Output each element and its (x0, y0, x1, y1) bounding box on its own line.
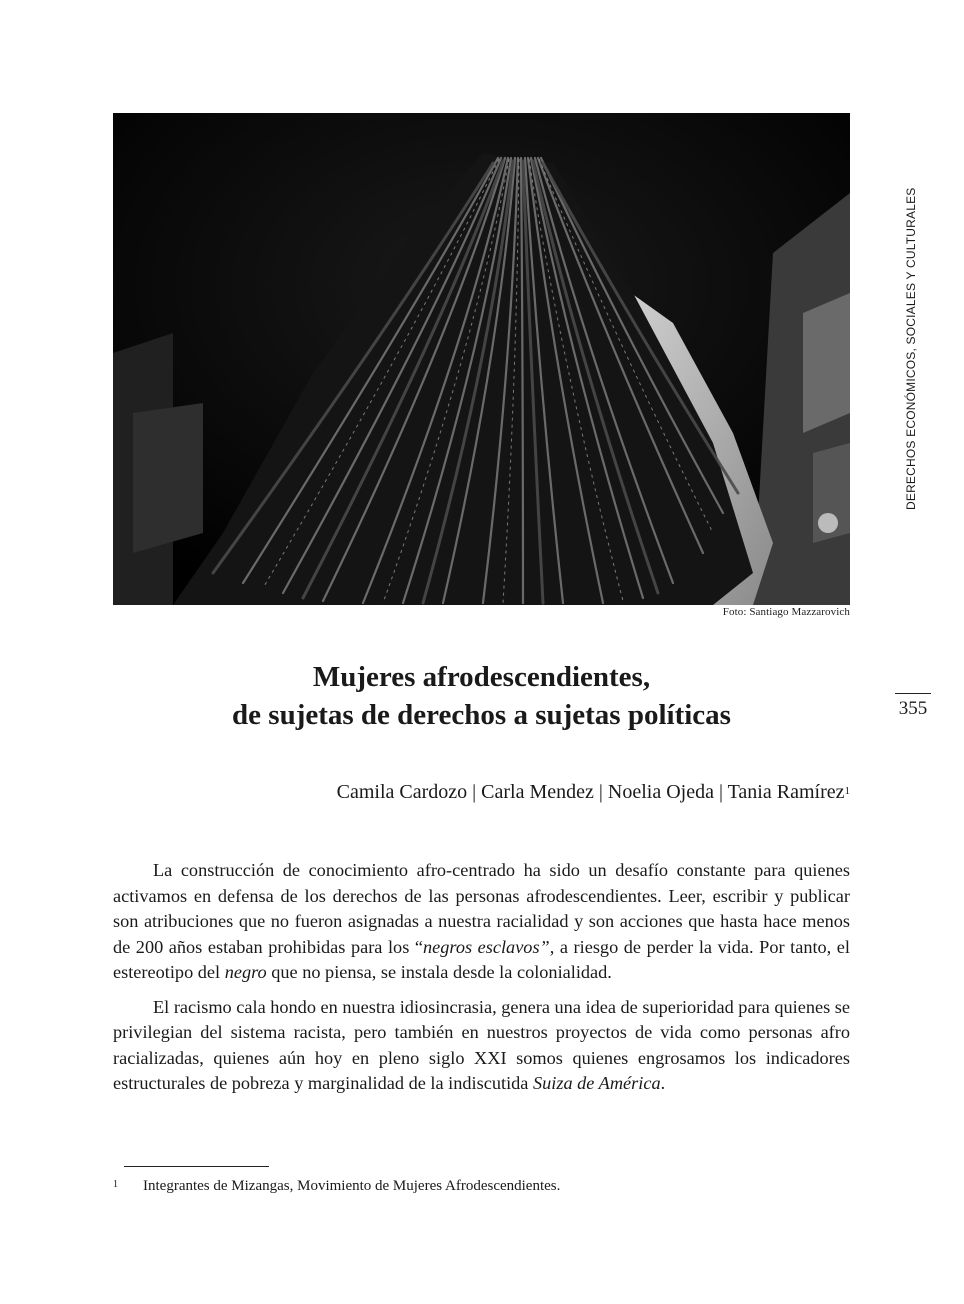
authors-footnote-ref: 1 (844, 785, 850, 797)
authors-names: Camila Cardozo | Carla Mendez | Noelia Ojeda | Tania Ramírez (336, 781, 845, 803)
footnote-text: Integrantes de Mizangas, Movimiento de Mujeres Afrodescendientes. (143, 1178, 561, 1194)
paragraph-1-text-b: , a riesgo de perder la vida. Por tanto, el estereotipo del (113, 936, 850, 982)
paragraph-1-italic-b: negro (224, 962, 267, 982)
article-title-line-1: Mujeres afrodescendientes, (312, 661, 651, 693)
paragraph-1-italic-a: negros esclavos” (422, 936, 550, 957)
page-number-rule (895, 693, 931, 694)
section-running-header: DERECHOS ECONÓMICOS, SOCIALES Y CULTURALES (904, 187, 918, 510)
page-number: 355 (898, 698, 928, 719)
braids-photo-illustration (113, 113, 850, 605)
paragraph-2-italic-a: Suiza de América (532, 1073, 661, 1093)
paragraph-1-text-c: que no piensa, se instala desde la colonialidad. (266, 962, 612, 982)
authors-byline (337, 780, 850, 804)
footnote-rule (124, 1166, 269, 1167)
paragraph-2-text-b: . (660, 1073, 666, 1093)
article-photo (113, 113, 850, 605)
photo-credit: Foto: Santiago Mazzarovich (722, 606, 850, 618)
paragraph-1-text-a: La construcción de conocimiento afro-centrado ha sido un desafío constante para quienes activamos en defensa de los derechos de las personas afrodescendientes. Leer, escribir y publicar son atribuciones que no fueron asignadas a nuestra racialidad y son acciones que hasta hace menos de 200 años estaban prohibidas para los “ (113, 860, 850, 957)
footnote-number: 1 (113, 1179, 118, 1190)
article-title (113, 658, 850, 734)
article-title-line-2: de sujetas de derechos a sujetas políticas (232, 699, 731, 731)
paragraph-2-text-a: El racismo cala hondo en nuestra idiosincrasia, genera una idea de superioridad para quienes se privilegian del sistema racista, pero también en nuestros proyectos de vida como personas afro racializadas, quienes aún hoy en pleno siglo XXI somos quienes engrosamos los indicadores estructurales de pobreza y marginalidad de la indiscutida (113, 996, 850, 1093)
paragraph-1 (113, 858, 850, 986)
article-body (113, 858, 850, 1106)
paragraph-2 (113, 995, 850, 1097)
